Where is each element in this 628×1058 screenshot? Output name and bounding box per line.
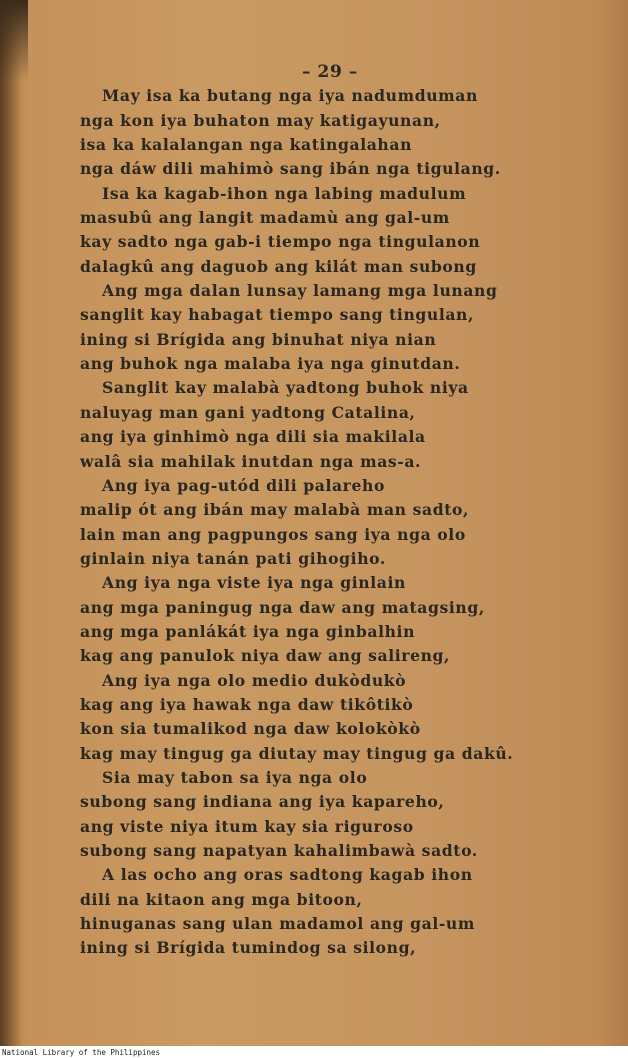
poem-line: Ang mga dalan lunsay lamang mga lunang bbox=[102, 281, 498, 301]
poem-line: Ang iya nga viste iya nga ginlain bbox=[102, 573, 406, 593]
poem-line: Sanglit kay malabà yadtong buhok niya bbox=[102, 378, 469, 398]
poem-line: kag may tingug ga diutay may tingug ga dakû. bbox=[80, 743, 514, 763]
poem-line: dili na kitaon ang mga bitoon, bbox=[80, 889, 363, 909]
poem-line: kay sadto nga gab-i tiempo nga tingulanon bbox=[80, 232, 481, 252]
poem-line: ining si Brígida tumindog sa silong, bbox=[80, 938, 417, 958]
poem-line: nga kon iya buhaton may katigayunan, bbox=[80, 110, 441, 130]
poem-line: A las ocho ang oras sadtong kagab ihon bbox=[102, 865, 473, 885]
poem-line: subong sang indiana ang iya kapareho, bbox=[80, 792, 445, 812]
poem-line: kag ang iya hawak nga daw tikôtikò bbox=[80, 694, 414, 714]
poem-line: kon sia tumalikod nga daw kolokòkò bbox=[80, 719, 421, 739]
poem-line: ang buhok nga malaba iya nga ginutdan. bbox=[80, 354, 461, 374]
poem-line: ang viste niya itum kay sia riguroso bbox=[80, 816, 414, 836]
page-number: – 29 – bbox=[301, 62, 359, 82]
poem-line: Isa ka kagab-ihon nga labing madulum bbox=[102, 183, 467, 203]
poem-line: sanglit kay habagat tiempo sang tingulan, bbox=[80, 305, 475, 325]
poem-text bbox=[80, 60, 550, 961]
library-footer: National Library of the Philippines bbox=[2, 1048, 161, 1057]
poem-line: hinuganas sang ulan madamol ang gal-um bbox=[80, 914, 475, 934]
poem-line: masubû ang langit madamù ang gal-um bbox=[80, 208, 450, 228]
poem-line: walâ sia mahilak inutdan nga mas-a. bbox=[80, 451, 422, 471]
poem-line: kag ang panulok niya daw ang salireng, bbox=[80, 646, 451, 666]
poem-line: isa ka kalalangan nga katingalahan bbox=[80, 135, 413, 155]
poem-line: Ang iya pag-utód dili palareho bbox=[102, 475, 385, 495]
poem-line: Ang iya nga olo medio dukòdukò bbox=[102, 670, 407, 690]
poem-line: ang iya ginhimò nga dili sia makilala bbox=[80, 427, 426, 447]
poem-line: naluyag man gani yadtong Catalina, bbox=[80, 402, 416, 422]
binding-shadow bbox=[0, 0, 22, 1046]
poem-line: May isa ka butang nga iya nadumduman bbox=[102, 86, 478, 106]
poem-line: ining si Brígida ang binuhat niya nian bbox=[80, 329, 437, 349]
poem-line: Sia may tabon sa iya nga olo bbox=[102, 767, 368, 787]
poem-line: ginlain niya tanán pati gihogiho. bbox=[80, 548, 386, 568]
poem-line: nga dáw dili mahimò sang ibán nga tigulang. bbox=[80, 159, 501, 179]
page-corner-tear bbox=[0, 0, 28, 80]
poem-line: subong sang napatyan kahalimbawà sadto. bbox=[80, 841, 478, 860]
poem-line: malip ót ang ibán may malabà man sadto, bbox=[80, 500, 470, 520]
poem-line: lain man ang pagpungos sang iya nga olo bbox=[80, 524, 466, 544]
poem-line: dalagkû ang daguob ang kilát man subong bbox=[80, 256, 477, 276]
poem-line: ang mga panlákát iya nga ginbalhin bbox=[80, 621, 416, 641]
poem-line: ang mga paningug nga daw ang matagsing, bbox=[80, 597, 485, 617]
